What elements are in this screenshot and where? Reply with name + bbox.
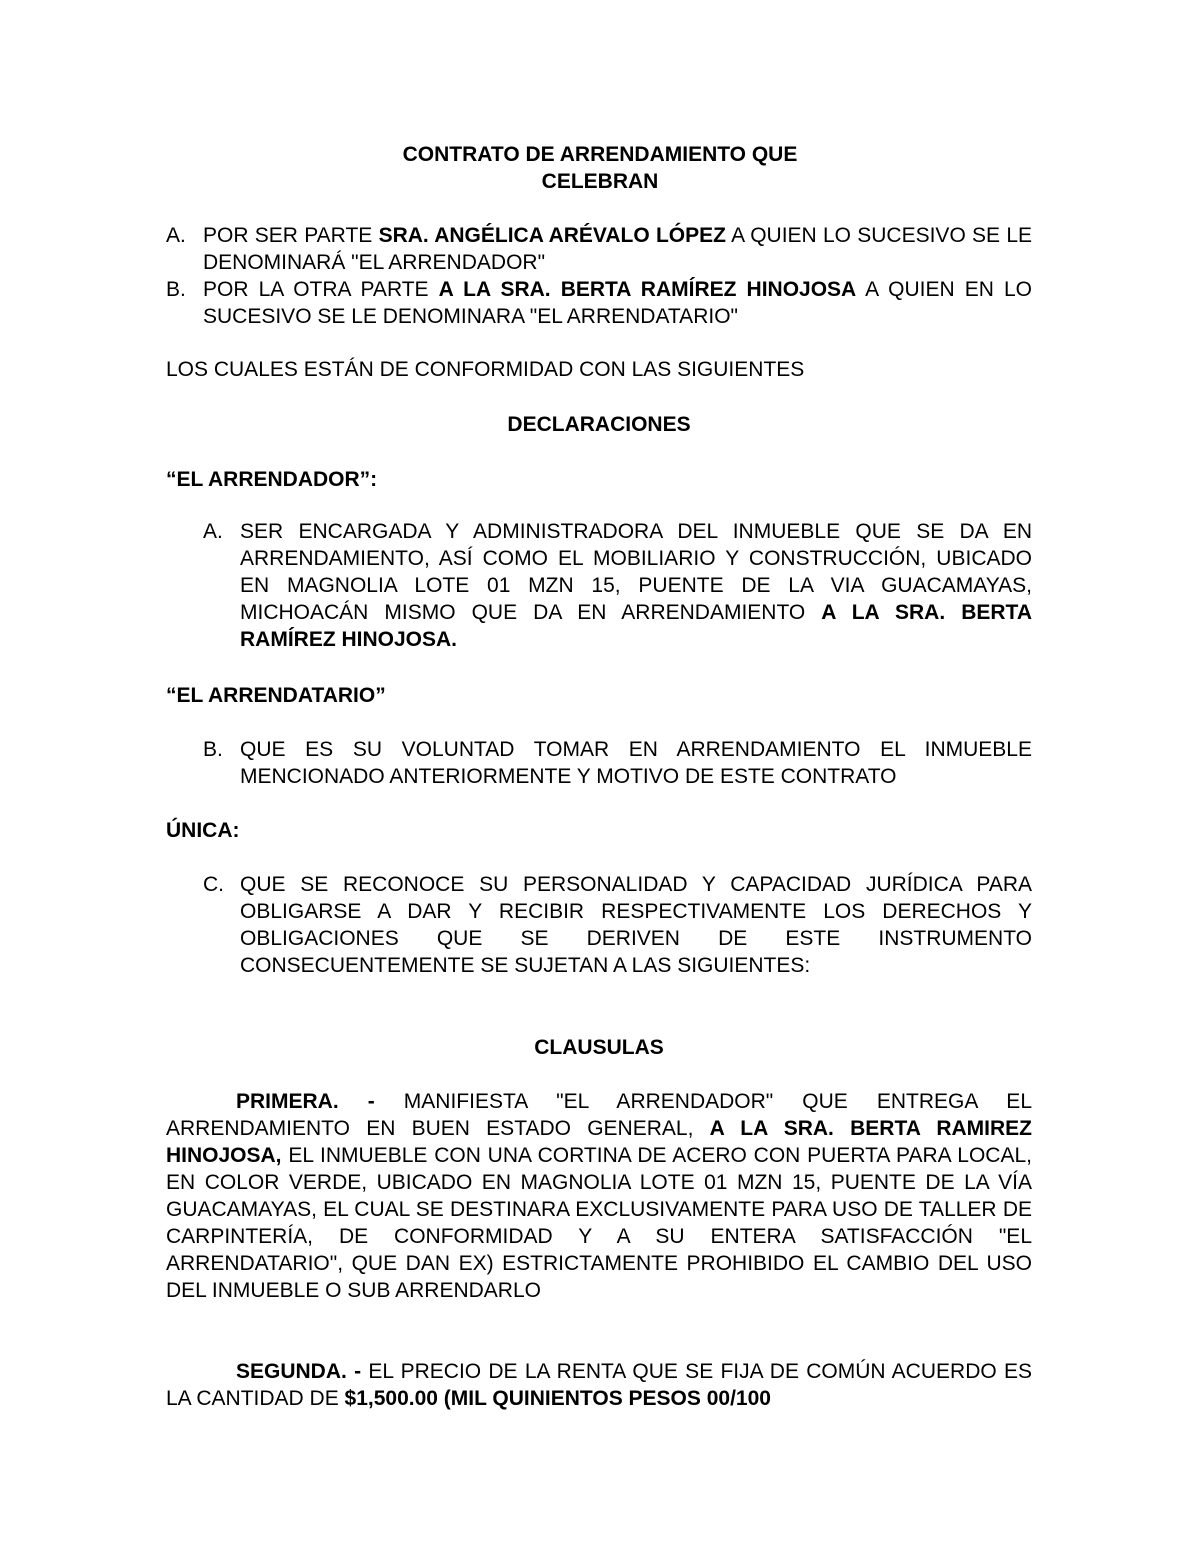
declaration-item [203, 871, 1032, 979]
title-line-2: CELEBRAN [541, 170, 659, 193]
party-label: B. [166, 278, 186, 301]
party-pre: POR LA OTRA PARTE [203, 278, 439, 301]
declaration-text: QUE SE RECONOCE SU PERSONALIDAD Y CAPACIDAD JURÍDICA PARA OBLIGARSE A DAR Y RECIBIR RESPECTIVAMENTE LOS DERECHOS Y OBLIGACIONES QUE SE DERIVEN DE ESTE INSTRUMENTO CONSECUENTEMENTE SE SUJETAN A LAS SIGUIENTES: [240, 873, 1032, 977]
arrendador-heading: “EL ARRENDADOR”: [166, 468, 378, 491]
party-post: A QUIEN EN LO SUCESIVO SE LE DENOMINARA "EL ARRENDATARIO" [203, 278, 1032, 328]
party-post: A QUIEN LO SUCESIVO SE LE DENOMINARÁ "EL ARRENDADOR" [203, 224, 1033, 274]
clause-bold: $1,500.00 (MIL QUINIENTOS PESOS 00/100 [344, 1387, 771, 1410]
declaration-item [203, 518, 1032, 653]
arrendatario-heading: “EL ARRENDATARIO” [166, 684, 386, 707]
title-line-1: CONTRATO DE ARRENDAMIENTO QUE [402, 143, 798, 166]
party-item [166, 276, 1032, 330]
clause-bold: A LA SRA. BERTA RAMIREZ HINOJOSA, [166, 1117, 1032, 1167]
party-name: A LA SRA. BERTA RAMÍREZ HINOJOSA [438, 278, 857, 301]
intro-text: LOS CUALES ESTÁN DE CONFORMIDAD CON LAS SIGUIENTES [166, 358, 805, 381]
unica-heading: ÚNICA: [166, 819, 240, 842]
declaration-text: QUE ES SU VOLUNTAD TOMAR EN ARRENDAMIENTO EL INMUEBLE MENCIONADO ANTERIORMENTE Y MOTIVO DE ESTE CONTRATO [240, 738, 1032, 788]
party-name: SRA. ANGÉLICA ARÉVALO LÓPEZ [378, 224, 726, 247]
declaration-label: B. [203, 738, 223, 761]
clausulas-heading: CLAUSULAS [534, 1036, 664, 1059]
parties-list [166, 222, 1032, 330]
clause-primera [166, 1088, 1032, 1304]
clause-text: EL INMUEBLE CON UNA CORTINA DE ACERO CON PUERTA PARA LOCAL, EN COLOR VERDE, UBICADO EN MAGNOLIA LOTE 01 MZN 15, PUENTE DE LA VÍA GUACAMAYAS, EL CUAL SE DESTINARA EXCLUSIVAMENTE PARA USO DE TALLER DE CARPINTERÍA, DE CONFORMIDAD Y A SU ENTERA SATISFACCIÓN "EL ARRENDATARIO", QUE DAN EX) ESTRICTAMENTE PROHIBIDO EL CAMBIO DEL USO DEL INMUEBLE O SUB ARRENDARLO [166, 1144, 1032, 1302]
unica-declaration [203, 871, 1032, 979]
document-title [0, 141, 1200, 195]
clause-text: MANIFIESTA "EL ARRENDADOR" QUE ENTREGA EL ARRENDAMIENTO EN BUEN ESTADO GENERAL, [166, 1090, 1032, 1140]
arrendador-declaration [203, 518, 1032, 653]
declaration-label: A. [203, 520, 223, 543]
clause-lead: PRIMERA. - [236, 1090, 375, 1113]
clause-segunda [166, 1358, 1032, 1412]
party-item [166, 222, 1032, 276]
party-pre: POR SER PARTE [203, 224, 379, 247]
declarations-heading: DECLARACIONES [507, 413, 691, 436]
declaration-bold: A LA SRA. BERTA RAMÍREZ HINOJOSA. [240, 601, 1032, 651]
declaration-item [203, 736, 1032, 790]
arrendatario-declaration [203, 736, 1032, 790]
party-label: A. [166, 224, 186, 247]
declaration-label: C. [203, 873, 224, 896]
declaration-text: SER ENCARGADA Y ADMINISTRADORA DEL INMUEBLE QUE SE DA EN ARRENDAMIENTO, ASÍ COMO EL MOBILIARIO Y CONSTRUCCIÓN, UBICADO EN MAGNOLIA LOTE 01 MZN 15, PUENTE DE LA VIA GUACAMAYAS, MICHOACÁN MISMO QUE DA EN ARRENDAMIENTO [240, 520, 1032, 624]
clause-lead: SEGUNDA. - [236, 1360, 362, 1383]
clause-text: EL PRECIO DE LA RENTA QUE SE FIJA DE COMÚN ACUERDO ES LA CANTIDAD DE [166, 1360, 1032, 1410]
